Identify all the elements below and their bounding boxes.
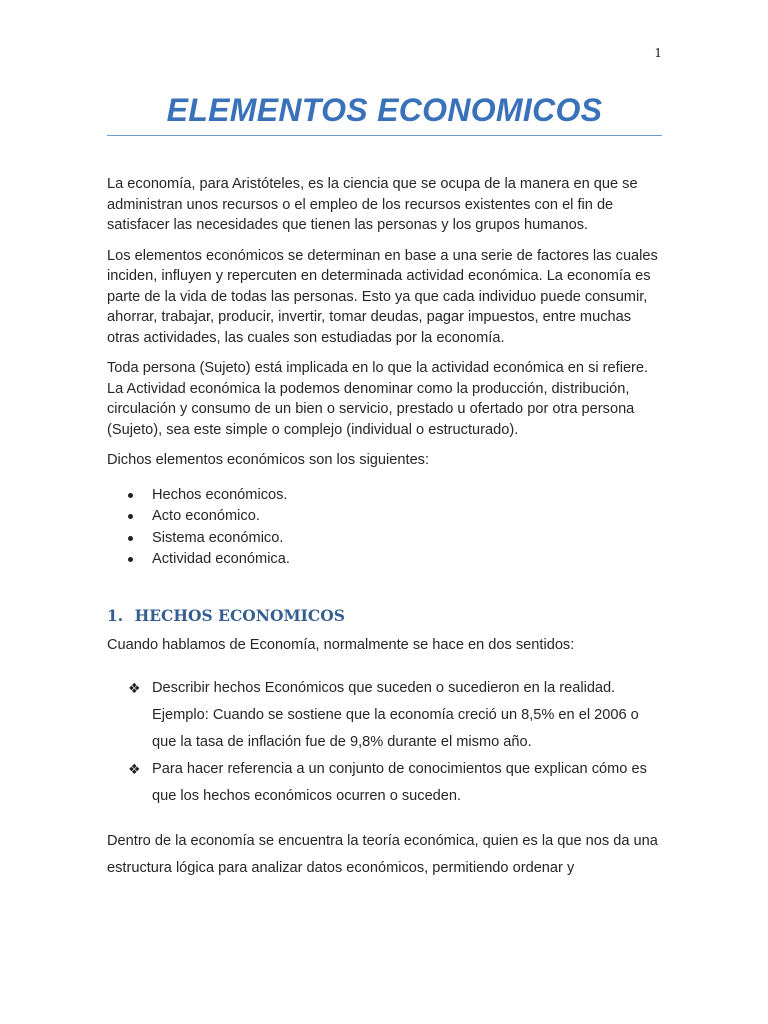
bullet-icon [128, 493, 133, 498]
section-intro: Cuando hablamos de Economía, normalmente se hace en dos sentidos: [107, 637, 575, 653]
section-number: 1. [107, 605, 124, 625]
list-item: Sistema económico. [107, 528, 667, 550]
bullet-icon [128, 514, 133, 519]
list-item: ❖ Para hacer referencia a un conjunto de conocimientos que explican cómo es que los hechos económicos ocurren o suceden. [107, 756, 667, 810]
section-title: HECHOS ECONOMICOS [134, 605, 345, 625]
senses-list [107, 675, 667, 810]
bullet-icon [128, 557, 133, 562]
bullet-icon [128, 536, 133, 541]
page-number: 1 [654, 46, 662, 60]
list-item: Hechos económicos. [107, 485, 667, 507]
section-heading [107, 606, 667, 627]
title-underline [107, 135, 662, 136]
list-item: ❖ Describir hechos Económicos que suceden o sucedieron en la realidad. Ejemplo: Cuando se sostiene que la economía creció un 8,5% en el 2006 o que la tasa de inflación fue de 9,8% durante el mismo año. [107, 675, 667, 756]
paragraph-definition: La economía, para Aristóteles, es la ciencia que se ocupa de la manera en que se administran unos recursos o el empleo de los recursos existentes con el fin de satisfacer las necesidades que tienen las personas y los grupos humanos. [107, 176, 638, 233]
paragraph-closing: Dentro de la economía se encuentra la teoría económica, quien es la que nos da una estructura lógica para analizar datos económicos, permitiendo ordenar y [107, 832, 658, 876]
paragraph-elements: Los elementos económicos se determinan en base a una serie de factores las cuales inciden, influyen y repercuten en determinada actividad económica. La economía es parte de la vida de todas las personas. Esto ya que cada individuo puede consumir, ahorrar, trabajar, producir, invertir, tomar deudas, pagar impuestos, entre muchas otras actividades, las cuales son estudiadas por la economía. [107, 247, 658, 346]
elements-list [107, 485, 667, 571]
diamond-bullet-icon: ❖ [128, 761, 141, 778]
paragraph-list-intro: Dichos elementos económicos son los siguientes: [107, 452, 430, 468]
paragraph-activity: Toda persona (Sujeto) está implicada en lo que la actividad económica en si refiere. La Actividad económica la podemos denominar como la producción, distribución, circulación y consumo de un bien o servicio, prestado u ofertado por otra persona (Sujeto), sea este simple o complejo (individual o estructurado). [107, 360, 649, 438]
document-body [107, 174, 667, 892]
diamond-bullet-icon: ❖ [128, 680, 141, 697]
list-item: Acto económico. [107, 506, 667, 528]
document-title: ELEMENTOS ECONOMICOS [166, 92, 603, 128]
list-item: Actividad económica. [107, 549, 667, 571]
